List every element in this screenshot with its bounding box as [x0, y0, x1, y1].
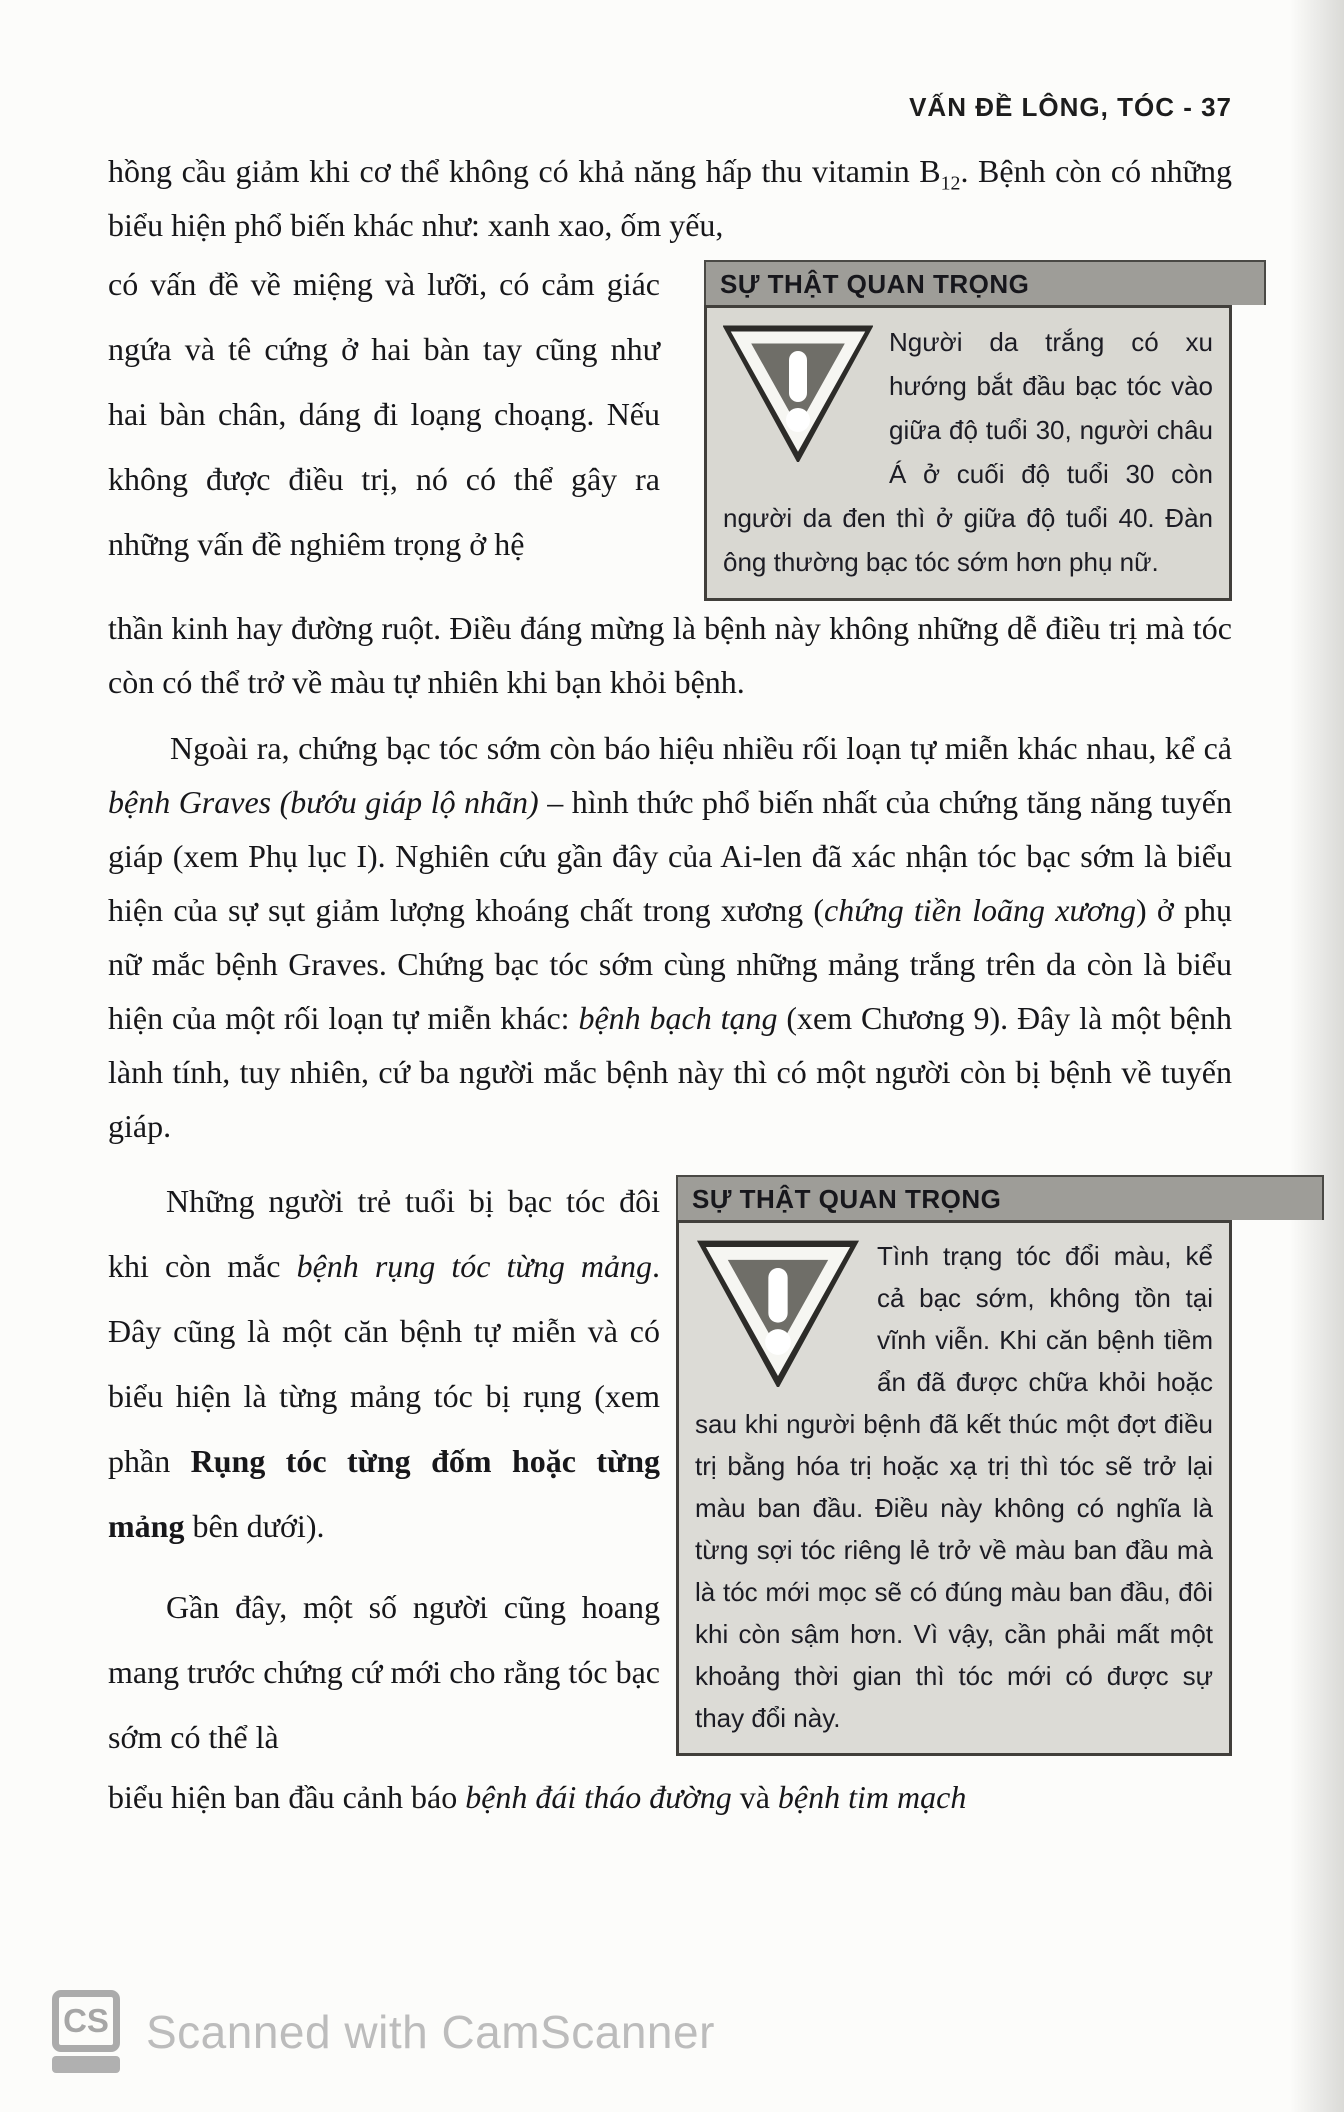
factbox-important-fact-2	[676, 1175, 1232, 1756]
page-header	[0, 90, 1232, 124]
camscanner-watermark-text: Scanned with CamScanner	[146, 2005, 715, 2058]
paragraph-1-left-column: có vấn đề về miệng và lưỡi, có cảm giác ngứa và tê cứng ở hai bàn tay cũng như hai bàn chân, dáng đi loạng choạng. Nếu không được điều trị, nó có thể gây ra những vấn đề nghiêm trọng ở hệ	[108, 266, 660, 562]
paragraph-2: Ngoài ra, chứng bạc tóc sớm còn báo hiệu nhiều rối loạn tự miễn khác nhau, kể cả bệnh Graves (bướu giáp lộ nhãn) – hình thức phổ biến nhất của chứng tăng năng tuyến giáp (xem Phụ lục I). Nghiên cứu gần đây của Ai-len đã xác nhận tóc bạc sớm là biểu hiện của sự sụt giảm lượng khoáng chất trong xương (chứng tiền loãng xương) ở phụ nữ mắc bệnh Graves. Chứng bạc tóc sớm cùng những mảng trắng trên da còn là biểu hiện của một rối loạn tự miễn khác: bệnh bạch tạng (xem Chương 9). Đây là một bệnh lành tính, tuy nhiên, cứ ba người mắc bệnh này thì có một người còn bị bệnh về tuyến giáp.	[108, 730, 1233, 1144]
camscanner-footer	[52, 1990, 715, 2073]
cs-logo-letters: CS	[52, 1990, 120, 2052]
factbox-2-title: SỰ THẬT QUAN TRỌNG	[676, 1175, 1324, 1220]
factbox-important-fact-1	[704, 260, 1232, 601]
paragraph-1-bottom: thần kinh hay đường ruột. Điều đáng mừng là bệnh này không những dễ điều trị mà tóc còn có thể trở về màu tự nhiên khi bạn khỏi bệnh.	[108, 610, 1232, 700]
cs-logo-base	[52, 2056, 120, 2073]
warning-triangle-icon	[723, 324, 873, 462]
final-line: biểu hiện ban đầu cảnh báo bệnh đái tháo đường và bệnh tim mạch	[108, 1779, 967, 1815]
factbox-1-text: Người da trắng có xu hướng bắt đầu bạc tóc vào giữa độ tuổi 30, người châu Á ở cuối độ tuổi 30 còn người da đen thì ở giữa độ tuổi 40. Đàn ông thường bạc tóc sớm hơn phụ nữ.	[723, 327, 1213, 577]
factbox-1-body	[704, 305, 1232, 601]
paragraph-3: Những người trẻ tuổi bị bạc tóc đôi khi còn mắc bệnh rụng tóc từng mảng. Đây cũng là một căn bệnh tự miễn và có biểu hiện là từng mảng tóc bị rụng (xem phần Rụng tóc từng đốm hoặc từng mảng bên dưới).	[108, 1183, 661, 1544]
columns-section-1	[108, 252, 1232, 601]
factbox-2-body	[676, 1220, 1232, 1756]
running-head: VẤN ĐỀ LÔNG, TÓC - 37	[909, 92, 1232, 122]
body-text	[108, 144, 1232, 1824]
factbox-1-title: SỰ THẬT QUAN TRỌNG	[704, 260, 1266, 305]
paragraph-1-top: hồng cầu giảm khi cơ thể không có khả năng hấp thu vitamin $B_{12}$. Bệnh còn có những biểu hiện phổ biến khác như: xanh xao, ốm yếu,	[108, 153, 1232, 243]
columns-section-2	[108, 1169, 1232, 1770]
scan-edge-shadow	[1290, 0, 1344, 2112]
camscanner-logo-icon	[52, 1990, 120, 2073]
factbox-2-text: Tình trạng tóc đổi màu, kể cả bạc sớm, không tồn tại vĩnh viễn. Khi căn bệnh tiềm ẩn đã được chữa khỏi hoặc sau khi người bệnh đã kết thúc một đợt điều trị bằng hóa trị hoặc xạ trị thì tóc sẽ trở lại màu ban đầu. Điều này không có nghĩa là từng sợi tóc riêng lẻ trở về màu ban đầu mà là tóc mới mọc sẽ có đúng màu ban đầu, đôi khi còn sậm hơn. Vì vậy, cần phải mất một khoảng thời gian thì tóc mới có được sự thay đổi này.	[695, 1241, 1213, 1733]
warning-triangle-icon	[695, 1239, 861, 1387]
paragraph-4: Gần đây, một số người cũng hoang mang trước chứng cứ mới cho rằng tóc bạc sớm có thể là	[108, 1589, 660, 1755]
left-column-2	[108, 1169, 660, 1770]
